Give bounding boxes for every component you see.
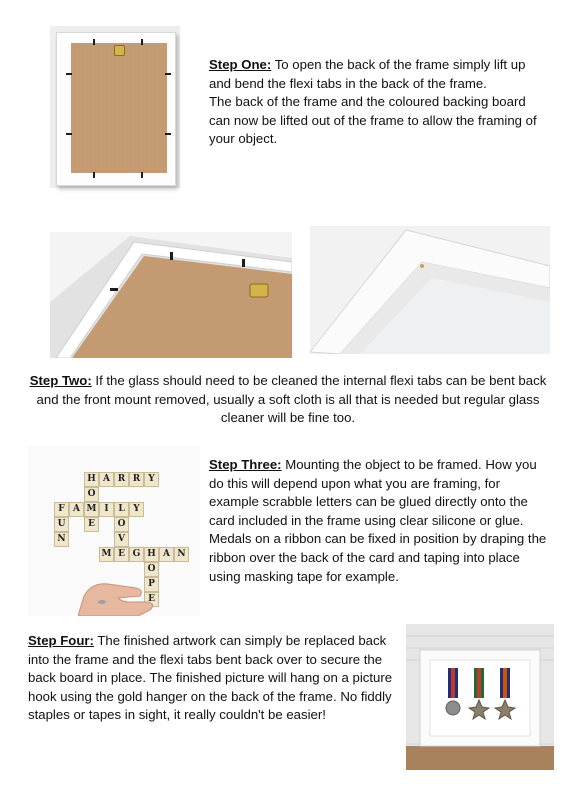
step-one-text: To open the back of the frame simply lift up and bend the flexi tabs in the back of the frame. <box>209 57 526 91</box>
step-one-label: Step One: <box>209 57 272 72</box>
scrabble-tile: I <box>99 502 114 517</box>
scrabble-tile: A <box>99 472 114 487</box>
step-three-text: Mounting the object to be framed. How you do this will depend upon what you are framing, for example scrabble letters can be glued directly onto the card included in the frame using clear silicone or glue. Medals on a ribbon can be fixed in position by draping the ribbon over the back of the card and taping into place using masking tape for example. <box>209 457 547 584</box>
scrabble-tile: A <box>69 502 84 517</box>
step-four-block <box>28 632 398 725</box>
white-frame <box>56 32 176 186</box>
flexi-tab <box>66 133 72 135</box>
scrabble-tile: H <box>144 547 159 562</box>
flexi-tab <box>141 172 143 178</box>
scrabble-tile: R <box>114 472 129 487</box>
scrabble-tile: H <box>84 472 99 487</box>
scrabble-tile: Y <box>129 502 144 517</box>
scrabble-tile: N <box>54 532 69 547</box>
step-three-label: Step Three: <box>209 457 282 472</box>
scrabble-tile: O <box>84 487 99 502</box>
step-three-block <box>209 456 549 586</box>
scrabble-tile: O <box>114 517 129 532</box>
framed-medals-photo <box>406 624 554 770</box>
scrabble-letters-photo <box>28 446 200 616</box>
scrabble-tile: P <box>144 577 159 592</box>
step-one-text-2: The back of the frame and the coloured backing board can now be lifted out of the frame to allow the framing of your object. <box>209 94 537 147</box>
scrabble-tile: E <box>144 592 159 607</box>
scrabble-tile: L <box>114 502 129 517</box>
scrabble-tile: V <box>114 532 129 547</box>
step-four-text: The finished artwork can simply be replaced back into the frame and the flexi tabs bent back over to secure the back board in place. The finished picture will hang on a picture hook using the gold hanger on the back of the frame. No fiddly staples or tapes in sight, it really couldn't be easier! <box>28 633 393 723</box>
hand-illustration <box>78 572 168 616</box>
scrabble-tile: G <box>129 547 144 562</box>
flexi-tab <box>93 39 95 45</box>
scrabble-tile: O <box>144 562 159 577</box>
step-two-label: Step Two: <box>29 373 92 388</box>
frame-corner-front-photo <box>310 226 550 354</box>
scrabble-tile: M <box>99 547 114 562</box>
scrabble-tile: R <box>129 472 144 487</box>
flexi-tab <box>165 133 171 135</box>
scrabble-tile: E <box>114 547 129 562</box>
scrabble-tile: M <box>84 502 99 517</box>
frame-back-photo <box>50 26 180 188</box>
scrabble-tile: E <box>84 517 99 532</box>
step-four-label: Step Four: <box>28 633 94 648</box>
flexi-tab <box>165 73 171 75</box>
backing-board <box>71 43 167 173</box>
step-two-block <box>28 372 548 428</box>
scrabble-tile: N <box>174 547 189 562</box>
scrabble-tile: A <box>159 547 174 562</box>
flexi-tab <box>93 172 95 178</box>
step-one-block <box>209 56 549 149</box>
flexi-tab <box>141 39 143 45</box>
scrabble-tile: U <box>54 517 69 532</box>
scrabble-tile: Y <box>144 472 159 487</box>
gold-hanger <box>114 45 125 56</box>
frame-corner-back-photo <box>50 232 292 358</box>
flexi-tab <box>66 73 72 75</box>
step-two-text: If the glass should need to be cleaned the internal flexi tabs can be bent back and the front mount removed, usually a soft cloth is all that is needed but regular glass cleaner will be fine too. <box>36 373 547 426</box>
scrabble-tile: F <box>54 502 69 517</box>
